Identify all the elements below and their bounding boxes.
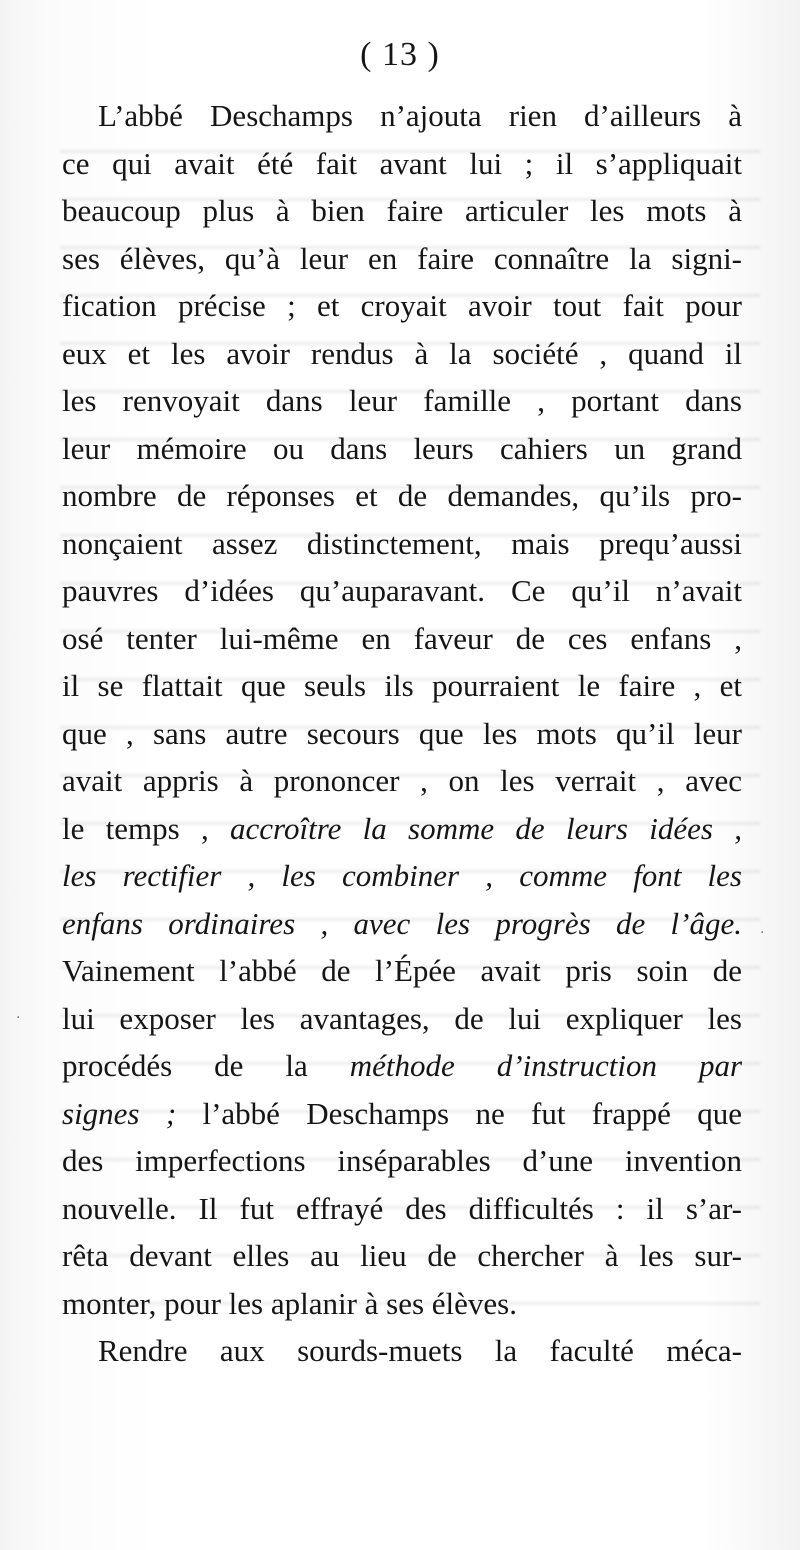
text-run: nombre de réponses et de demandes, qu’ils pro- <box>62 478 742 513</box>
text-run: le temps , <box>62 810 231 846</box>
text-line <box>62 377 742 425</box>
text-run: Rendre aux sourds-muets la faculté méca- <box>98 1333 742 1368</box>
italic-text: accroître la somme de leurs idées , <box>230 810 742 846</box>
text-line <box>62 425 742 473</box>
text-line <box>62 1280 742 1328</box>
margin-speck: · <box>16 1010 21 1026</box>
text-line <box>62 1232 742 1280</box>
page-number: ( 13 ) <box>360 36 440 73</box>
text-line <box>62 140 742 188</box>
text-run: Vainement l’abbé de l’Épée avait pris soin de <box>62 953 742 988</box>
text-run: l’abbé Deschamps ne fut frappé que <box>176 1095 742 1131</box>
text-run: L’abbé Deschamps n’ajouta rien d’ailleurs à <box>98 98 742 133</box>
text-line <box>62 995 742 1043</box>
text-run: les renvoyait dans leur famille , portant dans <box>62 383 742 418</box>
body-text <box>62 92 742 1375</box>
text-line <box>62 947 742 995</box>
text-run: pauvres d’idées qu’auparavant. Ce qu’il n’avait <box>62 573 742 608</box>
text-run: ce qui avait été fait avant lui ; il s’appliquait <box>62 145 742 181</box>
text-line <box>62 1137 742 1185</box>
text-run: que , sans autre secours que les mots qu’il leur <box>62 715 742 751</box>
text-run: procédés de la <box>62 1048 350 1083</box>
text-line <box>62 662 742 710</box>
text-line <box>62 1090 742 1138</box>
text-run: avait appris à prononcer , on les verrait , avec <box>62 763 742 798</box>
text-line <box>62 615 742 663</box>
text-line <box>62 710 742 758</box>
text-line <box>62 235 742 283</box>
italic-text: enfans ordinaires , avec les progrès de l’âge. <box>62 905 742 941</box>
text-run: monter, pour les aplanir à ses élèves. <box>62 1285 517 1321</box>
text-run: lui exposer les avantages, de lui expliquer les <box>62 1000 742 1036</box>
text-run: beaucoup plus à bien faire articuler les mots à <box>62 193 742 228</box>
text-run: nouvelle. Il fut effrayé des difficultés : il s’ar- <box>62 1190 742 1226</box>
text-run: fication précise ; et croyait avoir tout fait pour <box>62 288 742 323</box>
text-line <box>62 805 742 853</box>
text-run: osé tenter lui-même en faveur de ces enfans , <box>62 620 742 656</box>
italic-text: les rectifier , les combiner , comme font les <box>62 858 742 893</box>
text-run: ses élèves, qu’à leur en faire connaître la signi- <box>62 240 742 276</box>
text-line <box>62 1185 742 1233</box>
text-line <box>62 520 742 568</box>
text-line <box>62 852 742 900</box>
text-line <box>62 757 742 805</box>
margin-speck: · <box>760 925 765 941</box>
italic-text: signes ; <box>62 1095 177 1131</box>
text-line <box>62 282 742 330</box>
text-run: nonçaient assez distinctement, mais prequ’aussi <box>62 525 742 561</box>
text-run: eux et les avoir rendus à la société , quand il <box>62 335 742 371</box>
text-line <box>62 900 742 948</box>
text-line <box>62 472 742 520</box>
text-run: leur mémoire ou dans leurs cahiers un grand <box>62 430 742 466</box>
text-line <box>62 1042 742 1090</box>
text-line <box>62 330 742 378</box>
text-line <box>62 1327 742 1375</box>
text-line <box>62 187 742 235</box>
text-line <box>62 567 742 615</box>
text-line <box>62 92 742 140</box>
text-run: rêta devant elles au lieu de chercher à les sur- <box>62 1238 742 1273</box>
text-run: des imperfections inséparables d’une invention <box>62 1143 742 1178</box>
text-run: il se flattait que seuls ils pourraient le faire , et <box>62 668 742 703</box>
italic-text: méthode d’instruction par <box>349 1048 742 1083</box>
